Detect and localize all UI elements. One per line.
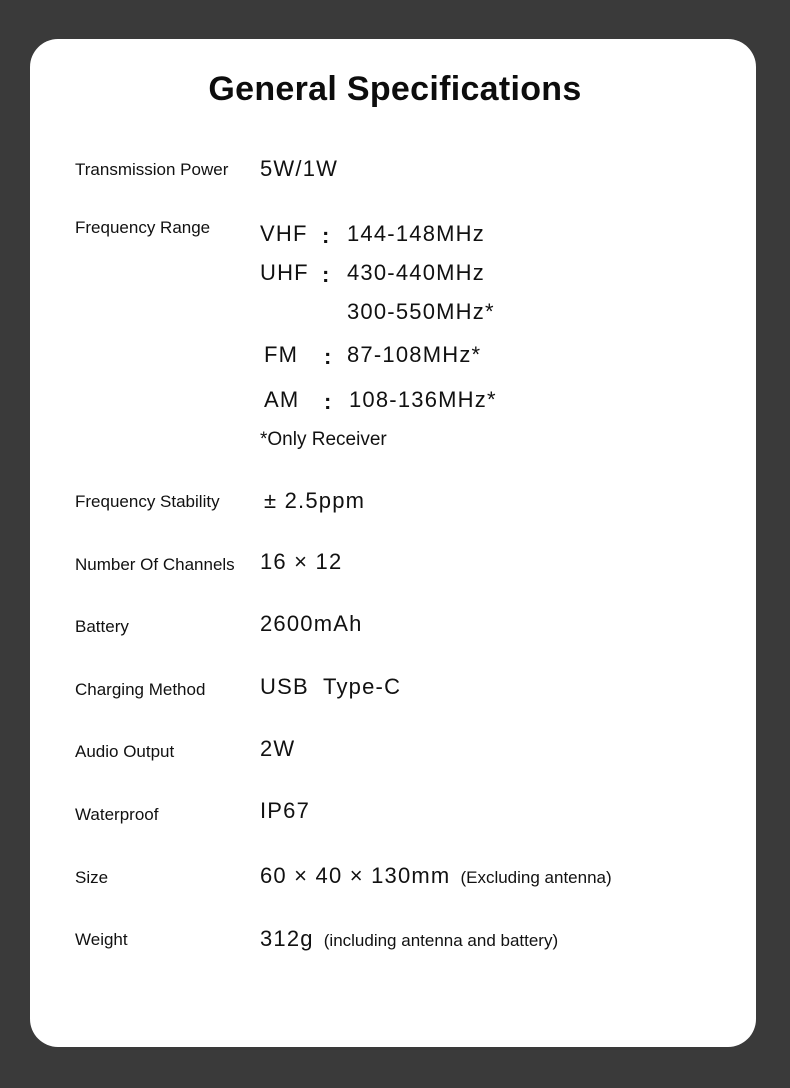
band-uhf-extra: 300-550MHz*: [347, 299, 495, 324]
weight-note: (including antenna and battery): [323, 931, 559, 950]
value-size: 60 × 40 × 130mm: [260, 863, 451, 888]
size-note: (Excluding antenna): [460, 868, 612, 887]
band-uhf-name: UHF: [260, 260, 309, 285]
receiver-note: *Only Receiver: [260, 429, 387, 450]
band-vhf-value: 144-148MHz: [347, 221, 485, 246]
label-battery: Battery: [75, 617, 129, 636]
label-size: Size: [75, 868, 109, 887]
label-channels: Number Of Channels: [75, 555, 235, 574]
band-am-name: AM: [264, 387, 300, 412]
band-uhf-value: 430-440MHz: [347, 260, 485, 285]
value-weight: 312g: [260, 926, 314, 951]
label-frequency-range: Frequency Range: [75, 218, 211, 237]
value-frequency-stability: ± 2.5ppm: [264, 488, 366, 513]
band-vhf-name: VHF: [260, 221, 308, 246]
value-waterproof: IP67: [260, 798, 311, 823]
label-frequency-stability: Frequency Stability: [75, 492, 220, 511]
band-am-value: 108-136MHz*: [349, 387, 497, 412]
page-title: General Specifications: [208, 70, 582, 108]
value-transmission-power: 5W/1W: [260, 156, 339, 181]
value-charging: USB Type-C: [260, 674, 402, 699]
value-battery: 2600mAh: [260, 611, 363, 636]
label-charging: Charging Method: [75, 680, 206, 699]
value-channels: 16 × 12: [260, 549, 343, 574]
label-audio: Audio Output: [75, 742, 175, 761]
spec-card: [30, 39, 756, 1047]
band-uhf-separator: :: [322, 262, 330, 287]
band-fm-name: FM: [264, 342, 299, 367]
value-size-row: [260, 863, 612, 889]
band-fm-value: 87-108MHz*: [347, 342, 482, 367]
value-weight-row: [260, 926, 558, 952]
value-audio: 2W: [260, 736, 296, 761]
band-fm-separator: :: [324, 344, 332, 369]
band-vhf-separator: :: [322, 223, 330, 248]
label-weight: Weight: [75, 930, 128, 949]
label-waterproof: Waterproof: [75, 805, 159, 824]
label-transmission-power: Transmission Power: [75, 160, 229, 179]
band-am-separator: :: [324, 389, 332, 414]
